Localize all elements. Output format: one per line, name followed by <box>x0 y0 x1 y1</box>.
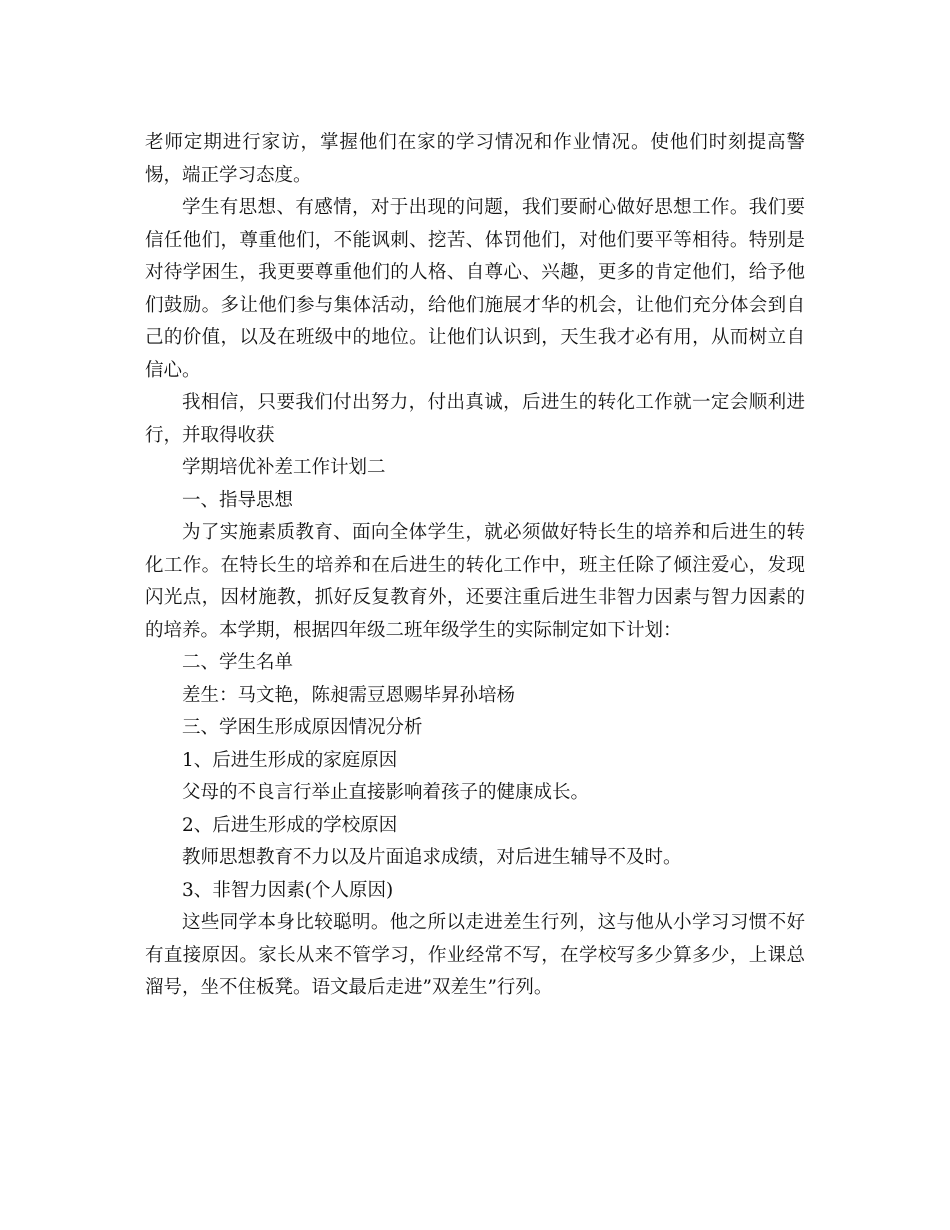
heading-guiding-thought: 一、指导思想 <box>182 489 294 511</box>
heading-school-cause: 2、后进生形成的学校原因 <box>182 814 398 836</box>
paragraph-school-cause: 教师思想教育不力以及片面追求成绩，对后进生辅导不及时。 <box>182 847 682 868</box>
paragraph-personal-cause: 这些同学本身比较聪明。他之所以走进差生行列，这与他从小学习习惯不好有直接原因。家长从来不管学习，作业经常不写，在学校写多少算多少，上课总溜号，坐不住板凳。语文最后走进”双差生”行列。 <box>145 912 805 998</box>
paragraph-belief: 我相信，只要我们付出努力，付出真诚，后进生的转化工作就一定会顺利进行，并取得收获 <box>145 392 805 446</box>
paragraph-home-visits: 老师定期进行家访，掌握他们在家的学习情况和作业情况。使他们时刻提高警惕，端正学习态度。 <box>145 132 805 186</box>
heading-family-cause: 1、后进生形成的家庭原因 <box>182 749 398 771</box>
paragraph-thought-work: 学生有思想、有感情，对于出现的问题，我们要耐心做好思想工作。我们要信任他们，尊重他们，不能讽刺、挖苦、体罚他们，对他们要平等相待。特别是对待学困生，我更要尊重他们的人格、自尊心、兴趣，更多的肯定他们，给予他们鼓励。多让他们参与集体活动，给他们施展才华的机会，让他们充分体会到自己的价值，以及在班级中的地位。让他们认识到，天生我才必有用，从而树立自信心。 <box>145 197 805 381</box>
document-body <box>145 127 805 1005</box>
heading-student-list: 二、学生名单 <box>182 652 294 673</box>
heading-cause-analysis: 三、学困生形成原因情况分析 <box>182 717 423 738</box>
heading-personal-cause: 3、非智力因素(个人原因) <box>182 879 394 901</box>
paragraph-guiding-thought: 为了实施素质教育、面向全体学生，就必须做好特长生的培养和后进生的转化工作。在特长生的培养和在后进生的转化工作中，班主任除了倾注爱心，发现闪光点，因材施教，抓好反复教育外，还要注重后进生非智力因素与智力因素的的培养。本学期，根据四年级二班年级学生的实际制定如下计划： <box>145 522 805 641</box>
paragraph-student-names: 差生：马文艳，陈昶需豆恩赐毕昇孙培杨 <box>182 684 516 706</box>
section-title-plan-two: 学期培优补差工作计划二 <box>182 457 386 478</box>
paragraph-family-cause: 父母的不良言行举止直接影响着孩子的健康成长。 <box>182 782 590 803</box>
